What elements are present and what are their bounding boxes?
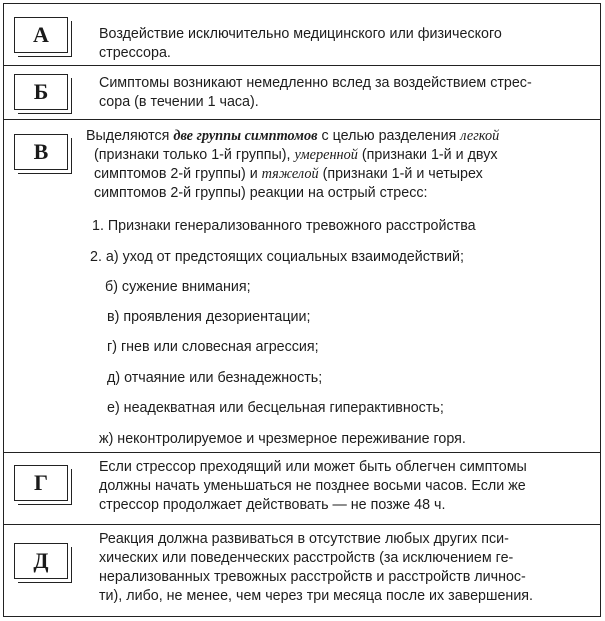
list-item: д) отчаяние или безнадежность; — [107, 370, 323, 386]
list-item: 2. а) уход от предстоящих социальных взаимодействий; — [90, 249, 464, 265]
row-v — [4, 120, 600, 453]
criteria-table — [3, 3, 601, 617]
row-g — [4, 453, 600, 525]
list-item: г) гнев или словесная агрессия; — [107, 339, 319, 355]
letter-badge-g — [14, 465, 68, 501]
intro-italic: умеренной — [294, 147, 358, 163]
letter-g: Г — [34, 470, 48, 495]
intro-text: (признаки 1-й и двух — [357, 147, 498, 163]
row-g-line-2: должны начать уменьшаться не позднее восьми часов. Если же — [99, 478, 526, 494]
intro-italic: тяжелой — [261, 166, 319, 182]
row-b — [4, 66, 600, 120]
row-a — [4, 4, 600, 66]
intro-text: (признаки только 1-й группы), — [94, 147, 295, 163]
row-d-line-1: Реакция должна развиваться в отсутствие любых других пси- — [99, 531, 509, 547]
letter-v: В — [33, 139, 49, 164]
letter-a: А — [33, 22, 49, 47]
letter-b: Б — [33, 79, 49, 104]
list-item: 1. Признаки генерализованного тревожного расстройства — [92, 218, 476, 234]
list-item: ж) неконтролируемое и чрезмерное переживание горя. — [99, 431, 466, 447]
letter-badge-b — [14, 74, 68, 110]
row-v-intro-line-1 — [86, 127, 499, 146]
row-v-intro-line-4: симптомов 2-й группы) реакции на острый стресс: — [94, 185, 428, 201]
intro-text: симптомов 2-й группы) и — [94, 166, 262, 182]
intro-italic: легкой — [460, 128, 500, 144]
row-a-line-1: Воздействие исключительно медицинского или физического — [99, 26, 502, 42]
letter-badge-d — [14, 543, 68, 579]
intro-text: (признаки 1-й и четырех — [318, 166, 483, 182]
letter-d: Д — [33, 548, 49, 573]
row-v-intro-line-3 — [94, 165, 483, 184]
letter-badge-v — [14, 134, 68, 170]
row-a-line-2: стрессора. — [99, 45, 171, 61]
list-item: в) проявления дезориентации; — [107, 309, 311, 325]
row-g-line-1: Если стрессор преходящий или может быть облегчен симптомы — [99, 459, 527, 475]
list-item: е) неадекватная или бесцельная гиперактивность; — [107, 400, 444, 416]
row-d-line-3: нерализованных тревожных расстройств и расстройств личнос- — [99, 569, 526, 585]
row-d-line-4: ти), либо, не менее, чем через три месяца после их завершения. — [99, 588, 534, 604]
letter-badge-a — [14, 17, 68, 53]
row-b-line-1: Симптомы возникают немедленно вслед за воздействием стрес- — [99, 75, 532, 91]
intro-emphasis: две группы симптомов — [173, 128, 318, 144]
row-b-line-2: сора (в течении 1 часа). — [99, 94, 259, 110]
row-d — [4, 525, 600, 618]
row-g-line-3: стрессор продолжает действовать — не позже 48 ч. — [99, 497, 446, 513]
list-item: б) сужение внимания; — [105, 279, 251, 295]
row-v-intro-line-2 — [94, 146, 498, 165]
intro-text: с целью разделения — [317, 128, 461, 144]
intro-text: Выделяются — [86, 128, 174, 144]
row-d-line-2: хических или поведенческих расстройств (за исключением ге- — [99, 550, 514, 566]
